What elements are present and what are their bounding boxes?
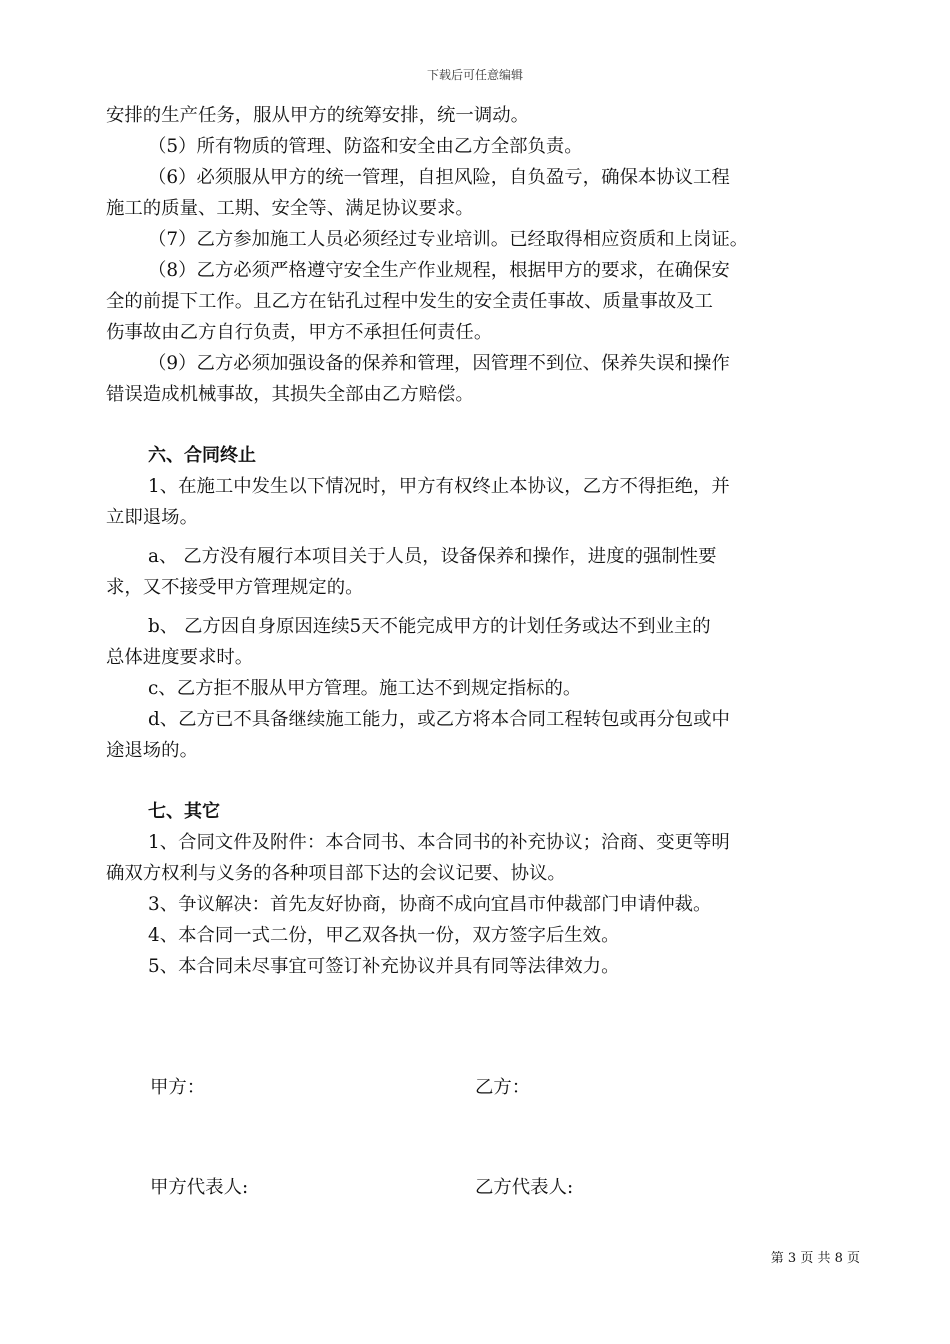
document-body [106,100,858,982]
signature-row-representatives [150,1173,850,1203]
body-line: （6）必须服从甲方的统一管理，自担风险，自负盈亏，确保本协议工程 [148,167,730,188]
body-line: （5）所有物质的管理、防盗和安全由乙方全部负责。 [148,136,583,157]
clause-line: 5、本合同未尽事宜可签订补充协议并具有同等法律效力。 [148,956,620,977]
body-line: （9）乙方必须加强设备的保养和管理，因管理不到位、保养失误和操作 [148,353,730,374]
section-heading-other: 七、其它 [148,801,220,822]
clause-line: 求，又不接受甲方管理规定的。 [106,577,364,598]
body-line: 安排的生产任务，服从甲方的统筹安排，统一调动。 [106,105,529,126]
body-line: （8）乙方必须严格遵守安全生产作业规程，根据甲方的要求，在确保安 [148,260,730,281]
body-line: 伤事故由乙方自行负责，甲方不承担任何责任。 [106,322,493,343]
page-indicator: 第 3 页 共 8 页 [770,1251,860,1266]
party-b-label: 乙方： [475,1077,531,1098]
clause-line: c、乙方拒不服从甲方管理。施工达不到规定指标的。 [148,678,582,699]
signature-row-parties [150,1073,850,1103]
body-line: 错误造成机械事故，其损失全部由乙方赔偿。 [106,384,474,405]
clause-line: 4、本合同一式二份，甲乙双各执一份，双方签字后生效。 [148,925,620,946]
clause-line: 1、合同文件及附件：本合同书、本合同书的补充协议；洽商、变更等明 [148,832,730,853]
clause-line: 确双方权利与义务的各种项目部下达的会议记要、协议。 [106,863,566,884]
body-line: （7）乙方参加施工人员必须经过专业培训。已经取得相应资质和上岗证。 [148,229,749,250]
party-a-representative-label: 甲方代表人: [150,1177,249,1198]
clause-line: b、 乙方因自身原因连续5天不能完成甲方的计划任务或达不到业主的 [148,616,711,637]
body-line: 施工的质量、工期、安全等、满足协议要求。 [106,198,474,219]
party-a-label: 甲方： [150,1077,206,1098]
clause-line: 途退场的。 [106,740,198,761]
clause-line: a、 乙方没有履行本项目关于人员，设备保养和操作，进度的强制性要 [148,546,717,567]
section-heading-termination: 六、合同终止 [148,445,256,466]
body-line: 全的前提下工作。且乙方在钻孔过程中发生的安全责任事故、质量事故及工 [106,291,713,312]
clause-line: 1、在施工中发生以下情况时，甲方有权终止本协议，乙方不得拒绝，并 [148,476,730,497]
clause-line: 总体进度要求时。 [106,647,254,668]
clause-line: 立即退场。 [106,507,198,528]
header-note: 下载后可任意编辑 [426,68,523,82]
clause-line: 3、争议解决：首先友好协商，协商不成向宜昌市仲裁部门申请仲裁。 [148,894,712,915]
clause-line: d、乙方已不具备继续施工能力，或乙方将本合同工程转包或再分包或中 [148,709,730,730]
party-b-representative-label: 乙方代表人: [475,1177,574,1198]
